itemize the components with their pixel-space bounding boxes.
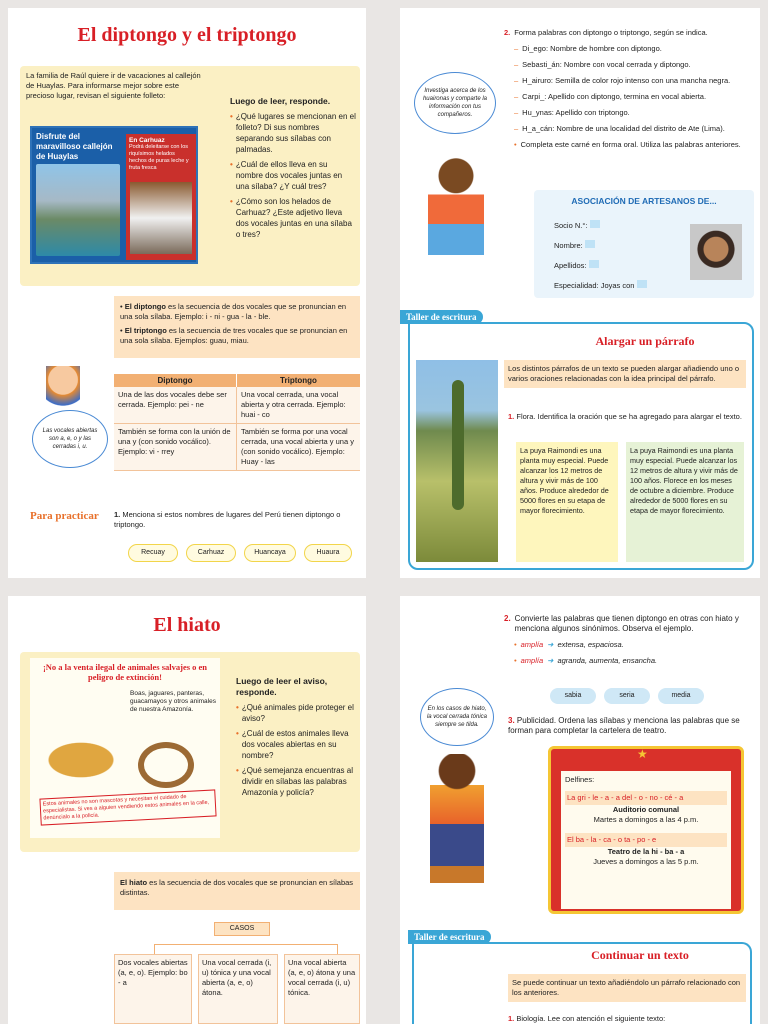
question-text: ¿Cuál de ellos lleva en su nombre dos vocales juntas en una sílaba? ¿Y cuál tres? — [235, 160, 343, 191]
question-item — [230, 196, 356, 240]
card-field — [554, 280, 647, 290]
star-icon: ★ — [637, 747, 648, 761]
bullet-icon: • — [236, 766, 239, 775]
page-diptongo — [8, 8, 366, 578]
taller-title: Continuar un texto — [591, 948, 689, 962]
page-title: El hiato — [153, 614, 221, 636]
question-text: ¿Qué animales pide proteger el aviso? — [241, 703, 354, 723]
word-item-text: H_airuro: Semilla de color rojo intenso con una mancha negra. — [522, 76, 731, 85]
brochure-right-text: Podrá deleitarse con los riquísimos helados hechos de puras leche y fruta fresca — [129, 144, 189, 171]
def-text: es la secuencia de tres vocales que se pronuncian en una sola sílaba. Ejemplos: guau, miau. — [120, 326, 348, 345]
show-time: Martes a domingos a las 4 p.m. — [593, 815, 699, 824]
table-cell: Una de las dos vocales debe ser cerrada. Ejemplo: pei - ne — [114, 387, 237, 424]
poster-warning: Estos animales no son mascotas y necesitan el cuidado de especialistas. Si ves a alguien vendiendo estos animales en la calle, denúncialo a la policía. — [39, 789, 216, 825]
case-box: Dos vocales abiertas (a, e, o). Ejemplo: bo - a — [114, 954, 192, 1024]
brochure-right — [126, 134, 196, 260]
cases-label: CASOS — [214, 922, 270, 936]
question-text: ¿Qué lugares se mencionan en el folleto? Di sus nombres separando sus sílabas con palmadas. — [235, 112, 356, 154]
bullet-icon: • — [230, 112, 233, 121]
example-synonyms: extensa, espaciosa. — [557, 640, 624, 649]
example-word: amplía — [520, 640, 544, 649]
taller-label: Taller de escritura — [400, 310, 483, 324]
questions — [236, 676, 356, 802]
show-place: Auditorio comunal — [612, 805, 680, 814]
show-time: Jueves a domingos a las 5 p.m. — [593, 857, 699, 866]
poster-text: Boas, jaguares, panteras, guacamayos y otros animales de nuestra Amazonía. — [130, 690, 216, 713]
puya-plant — [452, 380, 464, 510]
page-exercises — [400, 8, 760, 578]
place-chip: Carhuaz — [186, 544, 236, 562]
mountain-image — [36, 164, 120, 256]
table-header-row — [114, 374, 360, 387]
poster-title: ¡No a la venta ilegal de animales salvajes o en peligro de extinción! — [42, 662, 208, 682]
question-text: ¿Qué semejanza encuentras al dividir en sílabas las palabras Amazonía y policía? — [241, 766, 353, 797]
def-diptongo: • El diptongo es la secuencia de dos vocales que se pronuncian en una sola sílaba. Ejemplo: i - ni - gua - la - ble. — [120, 302, 347, 321]
arrow-icon: ➜ — [547, 656, 554, 665]
comparison-table — [114, 374, 360, 471]
member-photo — [690, 224, 742, 280]
place-chip: Recuay — [128, 544, 178, 562]
word-item-text: Di_ego: Nombre de hombre con diptongo. — [522, 44, 662, 53]
question-item — [236, 728, 356, 761]
table-header: Diptongo — [114, 374, 237, 387]
table-row — [114, 424, 360, 471]
exercise-heading-text: Convierte las palabras que tienen diptongo en otras con hiato y menciona algunos sinónimos. Observa el ejemplo. — [514, 614, 739, 633]
girl-illustration — [428, 156, 484, 266]
def-term: El hiato — [120, 878, 148, 887]
taller-intro: Se puede continuar un texto añadiéndolo un párrafo relacionado con los anteriores. — [508, 974, 746, 1002]
brochure-title: Disfrute del maravilloso callejón de Huaylas — [36, 132, 113, 161]
pub-text: Publicidad. Ordena las sílabas y menciona las palabras que se forman para completar la cartelera de teatro. — [508, 716, 740, 735]
taller-intro: Los distintos párrafos de un texto se pueden alargar añadiendo uno o varios oraciones relacionadas con la idea principal del párrafo. — [504, 360, 746, 388]
page-hiato-exercises — [400, 596, 760, 1024]
exercise-2 — [504, 28, 754, 156]
snake-image — [138, 742, 194, 788]
investigate-bubble: Investiga acerca de los huaironas y comparte la información con tus compañeros. — [414, 72, 496, 134]
card-blank[interactable] — [590, 220, 600, 228]
poster — [30, 658, 220, 838]
word-item-text: Carpi_: Apellido con diptongo, termina en vocal abierta. — [522, 92, 707, 101]
def-text: es la secuencia de dos vocales que se pronuncian en una sola sílaba. Ejemplo: i - ni - gua - la - ble. — [120, 302, 347, 321]
card-field-label: Especialidad: Joyas con — [554, 281, 635, 290]
brochure-right-title: En Carhuaz — [129, 137, 165, 144]
word-chip: sabia — [550, 688, 596, 704]
show-syllables: La gri - le - a - a del - o - no - cé - a — [565, 791, 727, 805]
word-item: – H_airuro: Semilla de color rojo intenso con una mancha negra. — [514, 76, 731, 85]
brochure — [30, 126, 198, 264]
def-text: es la secuencia de dos vocales que se pronuncian en sílabas distintas. — [120, 878, 354, 897]
word-item: – Sebasti_án: Nombre con vocal cerrada y diptongo. — [514, 60, 691, 69]
card-field-label: Socio N.°: — [554, 221, 588, 230]
practice-label: Para practicar — [30, 510, 99, 522]
definition-box — [114, 872, 360, 910]
bio-instruction: 1. Biología. Lee con atención el siguiente texto: — [508, 1014, 666, 1023]
definition-box — [114, 296, 360, 358]
show-place: Teatro de la hi - ba - a — [607, 847, 685, 856]
table-row — [114, 387, 360, 424]
flora-instruction: 1. Flora. Identifica la oración que se ha agregado para alargar el texto. — [508, 412, 742, 421]
table-cell: Una vocal cerrada, una vocal abierta y otra cerrada. Ejemplo: huai - co — [237, 387, 360, 424]
cases-connector — [154, 944, 338, 954]
member-card — [534, 190, 754, 298]
bullet-icon: • — [230, 197, 233, 206]
word-item-text: Hu_ynas: Apellido con triptongo. — [522, 108, 630, 117]
read-title: Luego de leer el aviso, responde. — [236, 676, 328, 697]
word-item: – H_a_cán: Nombre de una localidad del distrito de Ate (Lima). — [514, 124, 725, 133]
intro-text: La familia de Raúl quiere ir de vacaciones al callejón de Huaylas. Para informarse mejor sobre este precioso lugar, revisan el siguiente folleto: — [26, 71, 201, 100]
word-item: – Di_ego: Nombre de hombre con diptongo. — [514, 44, 662, 53]
page-title: El diptongo y el triptongo — [77, 24, 297, 46]
card-blank[interactable] — [637, 280, 647, 288]
taller-label: Taller de escritura — [408, 930, 491, 944]
place-chip: Huancaya — [244, 544, 296, 562]
flora-text: Flora. Identifica la oración que se ha agregado para alargar el texto. — [516, 412, 742, 421]
def-term: El diptongo — [124, 302, 166, 311]
card-field — [554, 260, 599, 270]
table-cell: También se forma por una vocal cerrada, una vocal abierta y una y (con sonido vocálico). Ejemplo: Huay - las — [237, 424, 360, 471]
word-chip: media — [658, 688, 704, 704]
question-item — [236, 765, 356, 798]
question-item — [230, 111, 356, 155]
bullet-icon: • — [236, 729, 239, 738]
bullet-icon: • — [236, 703, 239, 712]
exercise-heading-text: Forma palabras con diptongo o triptongo, según se indica. — [514, 28, 708, 37]
show-syllables: El ba - la - ca - o ta - po - e — [565, 833, 727, 847]
place-chip: Huaura — [304, 544, 352, 562]
case-box: Una vocal cerrada (i, u) tónica y una vocal abierta (a, e, o) átona. — [198, 954, 278, 1024]
card-blank[interactable] — [589, 260, 599, 268]
word-chip: seria — [604, 688, 650, 704]
question-text: ¿Cuál de estos animales lleva dos vocales abiertas en su nombre? — [241, 729, 349, 760]
paragraph-short: La puya Raimondi es una planta muy especial. Puede alcanzar los 12 metros de altura y vivir más de 100 años. Produce alrededor de 5000 flores en su etapa de mayor florecimiento. — [516, 442, 618, 562]
exercise-2 — [504, 614, 754, 672]
word-item-text: H_a_cán: Nombre de una localidad del distrito de Ate (Lima). — [522, 124, 725, 133]
def-triptongo: • El triptongo es la secuencia de tres vocales que se pronuncian en una sola sílaba. Ejemplos: guau, miau. — [120, 326, 348, 345]
question-item — [230, 159, 356, 192]
word-item: • Completa este carné en forma oral. Utiliza las palabras anteriores. — [514, 140, 741, 149]
card-field-label: Apellidos: — [554, 261, 587, 270]
practice-text: 1. Menciona si estos nombres de lugares del Perú tienen diptongo o triptongo. — [114, 510, 341, 529]
puya-photo — [416, 360, 498, 562]
question-text: ¿Cómo son los helados de Carhuaz? ¿Este adjetivo lleva dos vocales juntas en una sílaba o tres? — [235, 197, 352, 239]
hiato-bubble: En los casos de hiato, la vocal cerrada tónica siempre se tilda. — [420, 688, 494, 746]
card-field — [554, 220, 600, 230]
jaguar-image — [36, 736, 126, 784]
exercise-heading: 2. Forma palabras con diptongo o triptongo, según se indica. — [504, 28, 708, 37]
example-line: • amplía ➜ agranda, aumenta, ensancha. — [514, 656, 658, 665]
practice-instruction: Menciona si estos nombres de lugares del Perú tienen diptongo o triptongo. — [114, 510, 341, 529]
read-title: Luego de leer, responde. — [230, 96, 331, 106]
paragraph-long: La puya Raimondi es una planta muy especial. Puede alcanzar los 12 metros de altura y vivir más de 100 años. Florece en los meses de octubre a diciembre. Produce alrededor de 5000 flores en su etapa de mayor florecimiento. — [626, 442, 744, 562]
pub-instruction: 3. Publicidad. Ordena las sílabas y menciona las palabras que se forman para completar la cartelera de teatro. — [508, 716, 740, 735]
word-item-text: Sebasti_án: Nombre con vocal cerrada y diptongo. — [522, 60, 691, 69]
table-cell: También se forma con la unión de una y (con sonido vocálico). Ejemplo: vi - rrey — [114, 424, 237, 471]
word-item: – Hu_ynas: Apellido con triptongo. — [514, 108, 630, 117]
bio-text: Biología. Lee con atención el siguiente texto: — [516, 1014, 666, 1023]
boy-illustration — [46, 366, 80, 412]
theater-board — [548, 746, 744, 914]
word-item-text: Completa este carné en forma oral. Utiliza las palabras anteriores. — [520, 140, 741, 149]
word-item: – Carpi_: Apellido con diptongo, termina en vocal abierta. — [514, 92, 707, 101]
card-field — [554, 240, 595, 250]
example-word: amplía — [520, 656, 544, 665]
questions — [230, 96, 356, 244]
question-item — [236, 702, 356, 724]
vowels-bubble: Las vocales abiertas son a, e, o y las cerradas i, u. — [32, 410, 108, 468]
card-title: ASOCIACIÓN DE ARTESANOS DE... — [571, 196, 717, 206]
vendor-photo — [130, 182, 192, 254]
def-term: El triptongo — [124, 326, 167, 335]
example-line: • amplía ➜ extensa, espaciosa. — [514, 640, 624, 649]
table-header: Triptongo — [237, 374, 360, 387]
case-box: Una vocal abierta (a, e, o) átona y una vocal cerrada (i, u) tónica. — [284, 954, 360, 1024]
bullet-icon: • — [230, 160, 233, 169]
girl-illustration — [430, 754, 484, 894]
card-field-label: Nombre: — [554, 241, 583, 250]
taller-title: Alargar un párrafo — [595, 334, 695, 348]
board-title: Delfines: — [565, 775, 595, 784]
board-inner — [561, 771, 731, 909]
card-blank[interactable] — [585, 240, 595, 248]
arrow-icon: ➜ — [547, 640, 554, 649]
exercise-heading: 2. Convierte las palabras que tienen diptongo en otras con hiato y menciona algunos sinónimos. Observa el ejemplo. — [504, 614, 754, 634]
example-synonyms: agranda, aumenta, ensancha. — [557, 656, 658, 665]
page-hiato — [8, 596, 366, 1024]
